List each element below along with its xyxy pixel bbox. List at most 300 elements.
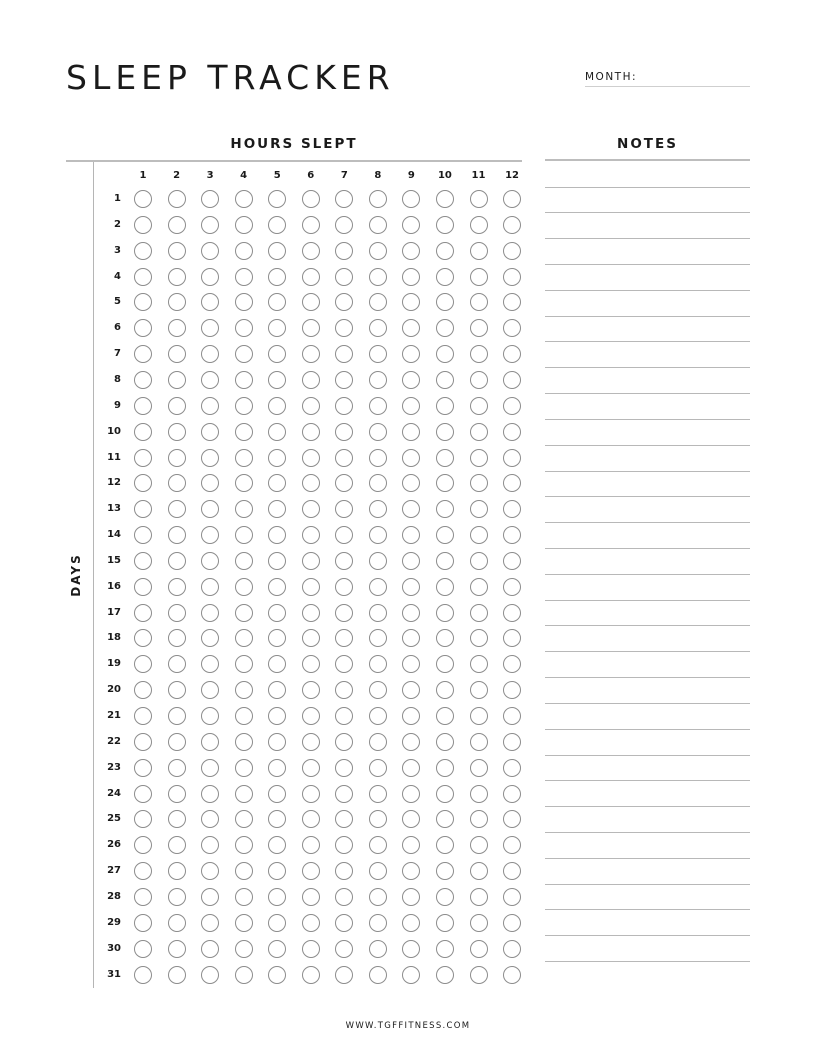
sleep-hour-bubble[interactable] — [235, 216, 253, 234]
sleep-hour-bubble[interactable] — [402, 862, 420, 880]
sleep-hour-bubble[interactable] — [402, 371, 420, 389]
sleep-hour-bubble[interactable] — [402, 785, 420, 803]
sleep-hour-bubble[interactable] — [201, 966, 219, 984]
sleep-hour-bubble[interactable] — [402, 914, 420, 932]
sleep-hour-bubble[interactable] — [470, 629, 488, 647]
note-line[interactable] — [545, 367, 750, 368]
note-line[interactable] — [545, 755, 750, 756]
sleep-hour-bubble[interactable] — [235, 190, 253, 208]
sleep-hour-bubble[interactable] — [369, 940, 387, 958]
note-line[interactable] — [545, 316, 750, 317]
sleep-hour-bubble[interactable] — [402, 268, 420, 286]
sleep-hour-bubble[interactable] — [470, 319, 488, 337]
sleep-hour-bubble[interactable] — [268, 371, 286, 389]
sleep-hour-bubble[interactable] — [503, 371, 521, 389]
sleep-hour-bubble[interactable] — [134, 371, 152, 389]
sleep-hour-bubble[interactable] — [201, 345, 219, 363]
sleep-hour-bubble[interactable] — [168, 604, 186, 622]
sleep-hour-bubble[interactable] — [503, 785, 521, 803]
sleep-hour-bubble[interactable] — [402, 836, 420, 854]
sleep-hour-bubble[interactable] — [134, 216, 152, 234]
sleep-hour-bubble[interactable] — [134, 862, 152, 880]
sleep-hour-bubble[interactable] — [436, 345, 454, 363]
sleep-hour-bubble[interactable] — [302, 759, 320, 777]
note-line[interactable] — [545, 600, 750, 601]
sleep-hour-bubble[interactable] — [168, 966, 186, 984]
sleep-hour-bubble[interactable] — [134, 759, 152, 777]
sleep-hour-bubble[interactable] — [436, 449, 454, 467]
sleep-hour-bubble[interactable] — [201, 888, 219, 906]
sleep-hour-bubble[interactable] — [268, 655, 286, 673]
sleep-hour-bubble[interactable] — [201, 500, 219, 518]
sleep-hour-bubble[interactable] — [470, 371, 488, 389]
sleep-hour-bubble[interactable] — [402, 604, 420, 622]
sleep-hour-bubble[interactable] — [402, 526, 420, 544]
sleep-hour-bubble[interactable] — [402, 733, 420, 751]
sleep-hour-bubble[interactable] — [134, 474, 152, 492]
sleep-hour-bubble[interactable] — [436, 526, 454, 544]
sleep-hour-bubble[interactable] — [369, 836, 387, 854]
sleep-hour-bubble[interactable] — [201, 629, 219, 647]
sleep-hour-bubble[interactable] — [470, 474, 488, 492]
sleep-hour-bubble[interactable] — [369, 681, 387, 699]
sleep-hour-bubble[interactable] — [369, 345, 387, 363]
sleep-hour-bubble[interactable] — [201, 604, 219, 622]
sleep-hour-bubble[interactable] — [402, 681, 420, 699]
sleep-hour-bubble[interactable] — [268, 604, 286, 622]
note-line[interactable] — [545, 522, 750, 523]
sleep-hour-bubble[interactable] — [235, 733, 253, 751]
sleep-hour-bubble[interactable] — [436, 293, 454, 311]
note-line[interactable] — [545, 909, 750, 910]
sleep-hour-bubble[interactable] — [470, 242, 488, 260]
sleep-hour-bubble[interactable] — [134, 681, 152, 699]
sleep-hour-bubble[interactable] — [470, 526, 488, 544]
sleep-hour-bubble[interactable] — [268, 397, 286, 415]
sleep-hour-bubble[interactable] — [168, 319, 186, 337]
sleep-hour-bubble[interactable] — [369, 449, 387, 467]
sleep-hour-bubble[interactable] — [168, 759, 186, 777]
sleep-hour-bubble[interactable] — [168, 293, 186, 311]
sleep-hour-bubble[interactable] — [369, 371, 387, 389]
sleep-hour-bubble[interactable] — [335, 216, 353, 234]
sleep-hour-bubble[interactable] — [470, 345, 488, 363]
sleep-hour-bubble[interactable] — [268, 552, 286, 570]
sleep-hour-bubble[interactable] — [503, 604, 521, 622]
sleep-hour-bubble[interactable] — [134, 526, 152, 544]
sleep-hour-bubble[interactable] — [268, 449, 286, 467]
sleep-hour-bubble[interactable] — [402, 629, 420, 647]
sleep-hour-bubble[interactable] — [436, 578, 454, 596]
sleep-hour-bubble[interactable] — [369, 552, 387, 570]
sleep-hour-bubble[interactable] — [335, 397, 353, 415]
sleep-hour-bubble[interactable] — [436, 733, 454, 751]
sleep-hour-bubble[interactable] — [201, 526, 219, 544]
sleep-hour-bubble[interactable] — [436, 216, 454, 234]
sleep-hour-bubble[interactable] — [134, 345, 152, 363]
sleep-hour-bubble[interactable] — [302, 785, 320, 803]
sleep-hour-bubble[interactable] — [436, 268, 454, 286]
sleep-hour-bubble[interactable] — [369, 914, 387, 932]
sleep-hour-bubble[interactable] — [402, 552, 420, 570]
sleep-hour-bubble[interactable] — [335, 629, 353, 647]
sleep-hour-bubble[interactable] — [168, 345, 186, 363]
sleep-hour-bubble[interactable] — [134, 268, 152, 286]
sleep-hour-bubble[interactable] — [134, 449, 152, 467]
sleep-hour-bubble[interactable] — [470, 888, 488, 906]
sleep-hour-bubble[interactable] — [302, 500, 320, 518]
sleep-hour-bubble[interactable] — [134, 836, 152, 854]
sleep-hour-bubble[interactable] — [470, 552, 488, 570]
sleep-hour-bubble[interactable] — [168, 785, 186, 803]
sleep-hour-bubble[interactable] — [268, 526, 286, 544]
note-line[interactable] — [545, 625, 750, 626]
note-line[interactable] — [545, 574, 750, 575]
sleep-hour-bubble[interactable] — [335, 526, 353, 544]
sleep-hour-bubble[interactable] — [335, 319, 353, 337]
sleep-hour-bubble[interactable] — [369, 319, 387, 337]
sleep-hour-bubble[interactable] — [201, 397, 219, 415]
sleep-hour-bubble[interactable] — [235, 500, 253, 518]
sleep-hour-bubble[interactable] — [436, 836, 454, 854]
sleep-hour-bubble[interactable] — [503, 940, 521, 958]
sleep-hour-bubble[interactable] — [335, 836, 353, 854]
sleep-hour-bubble[interactable] — [335, 371, 353, 389]
note-line[interactable] — [545, 651, 750, 652]
sleep-hour-bubble[interactable] — [201, 216, 219, 234]
sleep-hour-bubble[interactable] — [369, 810, 387, 828]
note-line[interactable] — [545, 393, 750, 394]
sleep-hour-bubble[interactable] — [503, 707, 521, 725]
sleep-hour-bubble[interactable] — [470, 190, 488, 208]
sleep-hour-bubble[interactable] — [235, 707, 253, 725]
sleep-hour-bubble[interactable] — [402, 423, 420, 441]
sleep-hour-bubble[interactable] — [268, 759, 286, 777]
sleep-hour-bubble[interactable] — [402, 449, 420, 467]
sleep-hour-bubble[interactable] — [235, 810, 253, 828]
sleep-hour-bubble[interactable] — [134, 785, 152, 803]
sleep-hour-bubble[interactable] — [436, 319, 454, 337]
sleep-hour-bubble[interactable] — [436, 474, 454, 492]
sleep-hour-bubble[interactable] — [302, 526, 320, 544]
sleep-hour-bubble[interactable] — [201, 785, 219, 803]
sleep-hour-bubble[interactable] — [369, 888, 387, 906]
sleep-hour-bubble[interactable] — [268, 216, 286, 234]
sleep-hour-bubble[interactable] — [134, 888, 152, 906]
sleep-hour-bubble[interactable] — [235, 242, 253, 260]
sleep-hour-bubble[interactable] — [470, 293, 488, 311]
sleep-hour-bubble[interactable] — [470, 423, 488, 441]
sleep-hour-bubble[interactable] — [470, 681, 488, 699]
sleep-hour-bubble[interactable] — [470, 785, 488, 803]
sleep-hour-bubble[interactable] — [503, 578, 521, 596]
sleep-hour-bubble[interactable] — [503, 836, 521, 854]
sleep-hour-bubble[interactable] — [268, 319, 286, 337]
sleep-hour-bubble[interactable] — [436, 785, 454, 803]
sleep-hour-bubble[interactable] — [436, 397, 454, 415]
sleep-hour-bubble[interactable] — [503, 552, 521, 570]
sleep-hour-bubble[interactable] — [302, 319, 320, 337]
sleep-hour-bubble[interactable] — [235, 681, 253, 699]
sleep-hour-bubble[interactable] — [134, 397, 152, 415]
sleep-hour-bubble[interactable] — [369, 655, 387, 673]
sleep-hour-bubble[interactable] — [302, 242, 320, 260]
sleep-hour-bubble[interactable] — [168, 449, 186, 467]
sleep-hour-bubble[interactable] — [268, 681, 286, 699]
sleep-hour-bubble[interactable] — [436, 655, 454, 673]
sleep-hour-bubble[interactable] — [168, 862, 186, 880]
sleep-hour-bubble[interactable] — [335, 707, 353, 725]
sleep-hour-bubble[interactable] — [168, 707, 186, 725]
sleep-hour-bubble[interactable] — [436, 707, 454, 725]
sleep-hour-bubble[interactable] — [201, 914, 219, 932]
sleep-hour-bubble[interactable] — [436, 423, 454, 441]
sleep-hour-bubble[interactable] — [369, 242, 387, 260]
note-line[interactable] — [545, 884, 750, 885]
sleep-hour-bubble[interactable] — [503, 500, 521, 518]
sleep-hour-bubble[interactable] — [335, 500, 353, 518]
sleep-hour-bubble[interactable] — [503, 190, 521, 208]
sleep-hour-bubble[interactable] — [201, 190, 219, 208]
note-line[interactable] — [545, 471, 750, 472]
sleep-hour-bubble[interactable] — [134, 810, 152, 828]
sleep-hour-bubble[interactable] — [268, 862, 286, 880]
sleep-hour-bubble[interactable] — [335, 733, 353, 751]
sleep-hour-bubble[interactable] — [235, 604, 253, 622]
sleep-hour-bubble[interactable] — [503, 319, 521, 337]
sleep-hour-bubble[interactable] — [235, 578, 253, 596]
note-line[interactable] — [545, 832, 750, 833]
sleep-hour-bubble[interactable] — [470, 862, 488, 880]
sleep-hour-bubble[interactable] — [503, 397, 521, 415]
sleep-hour-bubble[interactable] — [470, 914, 488, 932]
sleep-hour-bubble[interactable] — [134, 733, 152, 751]
sleep-hour-bubble[interactable] — [201, 862, 219, 880]
sleep-hour-bubble[interactable] — [235, 759, 253, 777]
sleep-hour-bubble[interactable] — [168, 810, 186, 828]
sleep-hour-bubble[interactable] — [268, 836, 286, 854]
sleep-hour-bubble[interactable] — [335, 578, 353, 596]
note-line[interactable] — [545, 238, 750, 239]
sleep-hour-bubble[interactable] — [470, 836, 488, 854]
sleep-hour-bubble[interactable] — [302, 733, 320, 751]
sleep-hour-bubble[interactable] — [235, 966, 253, 984]
sleep-hour-bubble[interactable] — [268, 940, 286, 958]
sleep-hour-bubble[interactable] — [168, 397, 186, 415]
sleep-hour-bubble[interactable] — [235, 940, 253, 958]
sleep-hour-bubble[interactable] — [402, 474, 420, 492]
sleep-hour-bubble[interactable] — [168, 733, 186, 751]
note-line[interactable] — [545, 961, 750, 962]
sleep-hour-bubble[interactable] — [235, 862, 253, 880]
sleep-hour-bubble[interactable] — [268, 888, 286, 906]
sleep-hour-bubble[interactable] — [201, 655, 219, 673]
sleep-hour-bubble[interactable] — [302, 578, 320, 596]
sleep-hour-bubble[interactable] — [168, 578, 186, 596]
sleep-hour-bubble[interactable] — [268, 578, 286, 596]
sleep-hour-bubble[interactable] — [168, 216, 186, 234]
sleep-hour-bubble[interactable] — [168, 914, 186, 932]
sleep-hour-bubble[interactable] — [335, 888, 353, 906]
sleep-hour-bubble[interactable] — [503, 526, 521, 544]
sleep-hour-bubble[interactable] — [335, 914, 353, 932]
sleep-hour-bubble[interactable] — [302, 862, 320, 880]
sleep-hour-bubble[interactable] — [235, 914, 253, 932]
sleep-hour-bubble[interactable] — [268, 423, 286, 441]
sleep-hour-bubble[interactable] — [235, 319, 253, 337]
sleep-hour-bubble[interactable] — [235, 423, 253, 441]
sleep-hour-bubble[interactable] — [268, 966, 286, 984]
sleep-hour-bubble[interactable] — [436, 552, 454, 570]
sleep-hour-bubble[interactable] — [503, 733, 521, 751]
sleep-hour-bubble[interactable] — [503, 474, 521, 492]
sleep-hour-bubble[interactable] — [402, 759, 420, 777]
sleep-hour-bubble[interactable] — [134, 423, 152, 441]
sleep-hour-bubble[interactable] — [201, 268, 219, 286]
note-line[interactable] — [545, 187, 750, 188]
sleep-hour-bubble[interactable] — [302, 681, 320, 699]
sleep-hour-bubble[interactable] — [168, 423, 186, 441]
sleep-hour-bubble[interactable] — [235, 629, 253, 647]
sleep-hour-bubble[interactable] — [201, 293, 219, 311]
sleep-hour-bubble[interactable] — [302, 552, 320, 570]
note-line[interactable] — [545, 290, 750, 291]
sleep-hour-bubble[interactable] — [201, 759, 219, 777]
sleep-hour-bubble[interactable] — [235, 268, 253, 286]
sleep-hour-bubble[interactable] — [268, 707, 286, 725]
sleep-hour-bubble[interactable] — [470, 707, 488, 725]
sleep-hour-bubble[interactable] — [335, 940, 353, 958]
sleep-hour-bubble[interactable] — [470, 449, 488, 467]
sleep-hour-bubble[interactable] — [268, 733, 286, 751]
sleep-hour-bubble[interactable] — [302, 345, 320, 363]
sleep-hour-bubble[interactable] — [134, 940, 152, 958]
sleep-hour-bubble[interactable] — [369, 733, 387, 751]
sleep-hour-bubble[interactable] — [503, 345, 521, 363]
sleep-hour-bubble[interactable] — [436, 862, 454, 880]
sleep-hour-bubble[interactable] — [268, 785, 286, 803]
sleep-hour-bubble[interactable] — [335, 785, 353, 803]
sleep-hour-bubble[interactable] — [470, 966, 488, 984]
sleep-hour-bubble[interactable] — [235, 785, 253, 803]
sleep-hour-bubble[interactable] — [302, 371, 320, 389]
sleep-hour-bubble[interactable] — [201, 242, 219, 260]
sleep-hour-bubble[interactable] — [369, 604, 387, 622]
sleep-hour-bubble[interactable] — [335, 604, 353, 622]
sleep-hour-bubble[interactable] — [134, 552, 152, 570]
sleep-hour-bubble[interactable] — [335, 268, 353, 286]
sleep-hour-bubble[interactable] — [168, 681, 186, 699]
sleep-hour-bubble[interactable] — [168, 190, 186, 208]
sleep-hour-bubble[interactable] — [503, 862, 521, 880]
sleep-hour-bubble[interactable] — [302, 423, 320, 441]
month-underline[interactable] — [585, 86, 750, 87]
sleep-hour-bubble[interactable] — [503, 810, 521, 828]
sleep-hour-bubble[interactable] — [402, 397, 420, 415]
sleep-hour-bubble[interactable] — [168, 940, 186, 958]
sleep-hour-bubble[interactable] — [335, 759, 353, 777]
sleep-hour-bubble[interactable] — [302, 707, 320, 725]
sleep-hour-bubble[interactable] — [235, 345, 253, 363]
sleep-hour-bubble[interactable] — [436, 242, 454, 260]
sleep-hour-bubble[interactable] — [436, 500, 454, 518]
sleep-hour-bubble[interactable] — [335, 966, 353, 984]
sleep-hour-bubble[interactable] — [503, 268, 521, 286]
sleep-hour-bubble[interactable] — [201, 474, 219, 492]
sleep-hour-bubble[interactable] — [369, 785, 387, 803]
sleep-hour-bubble[interactable] — [134, 242, 152, 260]
sleep-hour-bubble[interactable] — [369, 423, 387, 441]
sleep-hour-bubble[interactable] — [201, 423, 219, 441]
sleep-hour-bubble[interactable] — [335, 190, 353, 208]
sleep-hour-bubble[interactable] — [168, 371, 186, 389]
sleep-hour-bubble[interactable] — [369, 268, 387, 286]
sleep-hour-bubble[interactable] — [369, 500, 387, 518]
sleep-hour-bubble[interactable] — [369, 629, 387, 647]
sleep-hour-bubble[interactable] — [268, 500, 286, 518]
sleep-hour-bubble[interactable] — [335, 242, 353, 260]
sleep-hour-bubble[interactable] — [369, 526, 387, 544]
sleep-hour-bubble[interactable] — [402, 810, 420, 828]
sleep-hour-bubble[interactable] — [201, 552, 219, 570]
note-line[interactable] — [545, 780, 750, 781]
sleep-hour-bubble[interactable] — [335, 810, 353, 828]
sleep-hour-bubble[interactable] — [168, 655, 186, 673]
sleep-hour-bubble[interactable] — [470, 810, 488, 828]
sleep-hour-bubble[interactable] — [470, 655, 488, 673]
sleep-hour-bubble[interactable] — [302, 655, 320, 673]
sleep-hour-bubble[interactable] — [302, 966, 320, 984]
sleep-hour-bubble[interactable] — [201, 681, 219, 699]
sleep-hour-bubble[interactable] — [470, 397, 488, 415]
sleep-hour-bubble[interactable] — [436, 940, 454, 958]
sleep-hour-bubble[interactable] — [470, 216, 488, 234]
sleep-hour-bubble[interactable] — [503, 293, 521, 311]
sleep-hour-bubble[interactable] — [402, 707, 420, 725]
sleep-hour-bubble[interactable] — [134, 914, 152, 932]
sleep-hour-bubble[interactable] — [302, 397, 320, 415]
sleep-hour-bubble[interactable] — [335, 862, 353, 880]
sleep-hour-bubble[interactable] — [402, 500, 420, 518]
sleep-hour-bubble[interactable] — [470, 604, 488, 622]
sleep-hour-bubble[interactable] — [402, 345, 420, 363]
sleep-hour-bubble[interactable] — [402, 578, 420, 596]
sleep-hour-bubble[interactable] — [201, 319, 219, 337]
sleep-hour-bubble[interactable] — [235, 397, 253, 415]
sleep-hour-bubble[interactable] — [436, 604, 454, 622]
sleep-hour-bubble[interactable] — [436, 888, 454, 906]
sleep-hour-bubble[interactable] — [168, 474, 186, 492]
sleep-hour-bubble[interactable] — [436, 914, 454, 932]
sleep-hour-bubble[interactable] — [168, 836, 186, 854]
sleep-hour-bubble[interactable] — [168, 552, 186, 570]
sleep-hour-bubble[interactable] — [503, 914, 521, 932]
sleep-hour-bubble[interactable] — [335, 449, 353, 467]
sleep-hour-bubble[interactable] — [268, 474, 286, 492]
sleep-hour-bubble[interactable] — [268, 810, 286, 828]
sleep-hour-bubble[interactable] — [134, 707, 152, 725]
sleep-hour-bubble[interactable] — [302, 190, 320, 208]
sleep-hour-bubble[interactable] — [201, 578, 219, 596]
sleep-hour-bubble[interactable] — [436, 190, 454, 208]
sleep-hour-bubble[interactable] — [369, 966, 387, 984]
sleep-hour-bubble[interactable] — [201, 836, 219, 854]
sleep-hour-bubble[interactable] — [302, 888, 320, 906]
sleep-hour-bubble[interactable] — [436, 371, 454, 389]
sleep-hour-bubble[interactable] — [168, 629, 186, 647]
note-line[interactable] — [545, 419, 750, 420]
sleep-hour-bubble[interactable] — [369, 759, 387, 777]
